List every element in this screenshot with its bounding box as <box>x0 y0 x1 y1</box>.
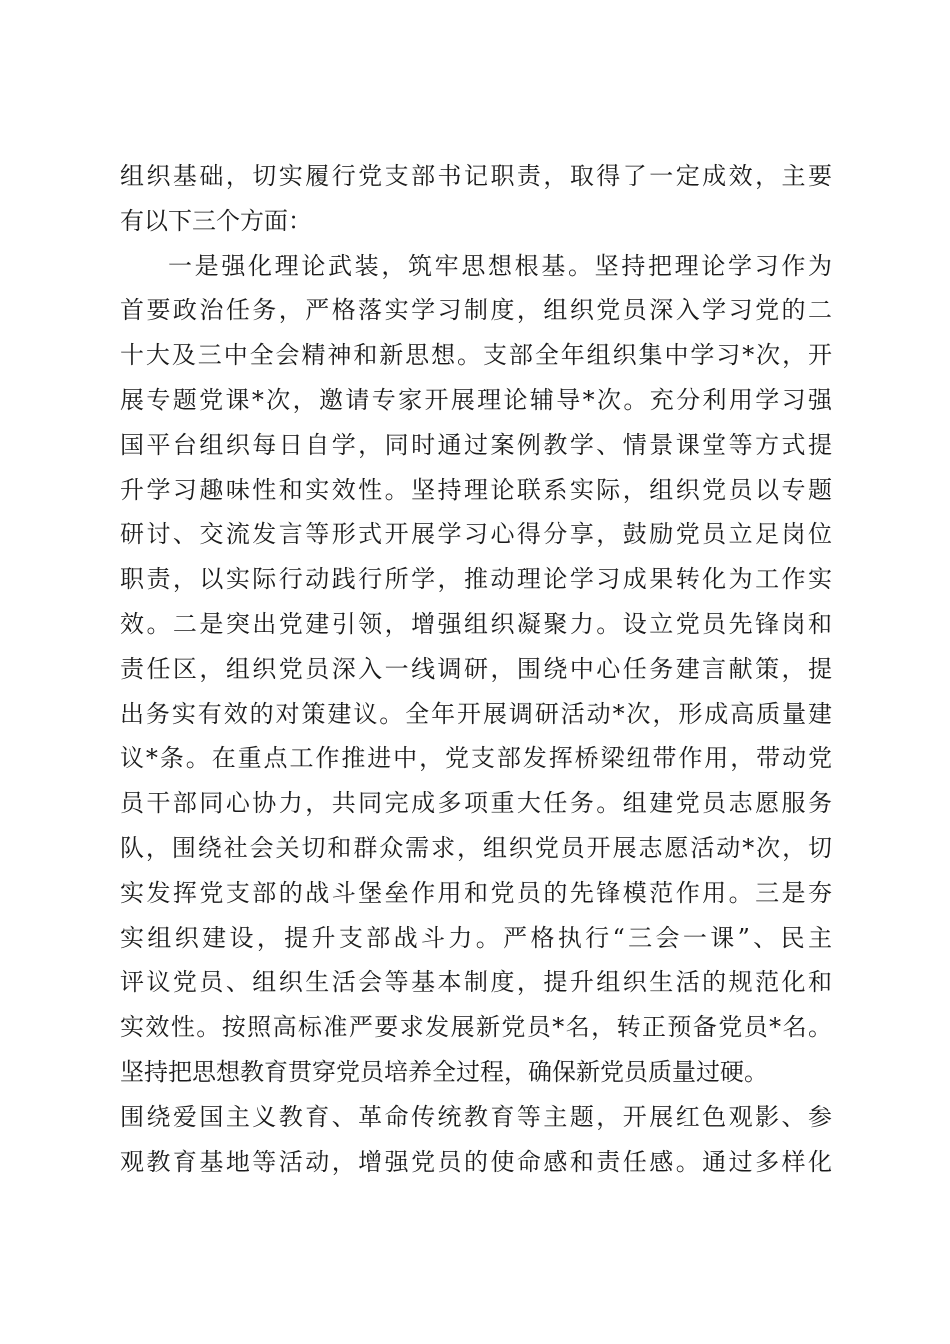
text-line: 研讨、交流发言等形式开展学习心得分享，鼓励党员立足岗位 <box>120 520 832 549</box>
text-line: 评议党员、组织生活会等基本制度，提升组织生活的规范化和 <box>120 968 832 997</box>
text-line: 议*条。在重点工作推进中，党支部发挥桥梁纽带作用，带动党 <box>120 744 832 773</box>
text-line: 实效性。按照高标准严要求发展新党员*名，转正预备党员*名。 <box>120 1013 832 1042</box>
text-line: 效。二是突出党建引领，增强组织凝聚力。设立党员先锋岗和 <box>120 609 832 638</box>
text-line: 十大及三中全会精神和新思想。支部全年组织集中学习*次，开 <box>120 341 832 370</box>
text-line: 展专题党课*次，邀请专家开展理论辅导*次。充分利用学习强 <box>120 385 832 414</box>
text-line: 实组织建设，提升支部战斗力。严格执行“三会一课”、民主 <box>120 923 832 952</box>
body-text <box>120 154 832 1184</box>
text-line: 一是强化理论武装，筑牢思想根基。坚持把理论学习作为 <box>168 251 832 280</box>
text-line: 有以下三个方面： <box>120 206 312 235</box>
text-line: 升学习趣味性和实效性。坚持理论联系实际，组织党员以专题 <box>120 475 832 504</box>
text-line: 责任区，组织党员深入一线调研，围绕中心任务建言献策，提 <box>120 654 832 683</box>
text-line: 围绕爱国主义教育、革命传统教育等主题，开展红色观影、参 <box>120 1102 832 1131</box>
text-line: 坚持把思想教育贯穿党员培养全过程，确保新党员质量过硬。 <box>120 1057 768 1086</box>
text-line: 组织基础，切实履行党支部书记职责，取得了一定成效，主要 <box>120 162 832 190</box>
text-line: 出务实有效的对策建议。全年开展调研活动*次，形成高质量建 <box>120 699 832 728</box>
text-line: 实发挥党支部的战斗堡垒作用和党员的先锋模范作用。三是夯 <box>120 878 832 907</box>
text-line: 观教育基地等活动，增强党员的使命感和责任感。通过多样化 <box>120 1147 832 1176</box>
text-line: 首要政治任务，严格落实学习制度，组织党员深入学习党的二 <box>120 296 832 325</box>
text-line: 国平台组织每日自学，同时通过案例教学、情景课堂等方式提 <box>120 430 832 459</box>
text-line: 员干部同心协力，共同完成多项重大任务。组建党员志愿服务 <box>120 789 832 818</box>
text-line: 职责，以实际行动践行所学，推动理论学习成果转化为工作实 <box>120 565 832 594</box>
text-line: 队，围绕社会关切和群众需求，组织党员开展志愿活动*次，切 <box>120 833 832 862</box>
